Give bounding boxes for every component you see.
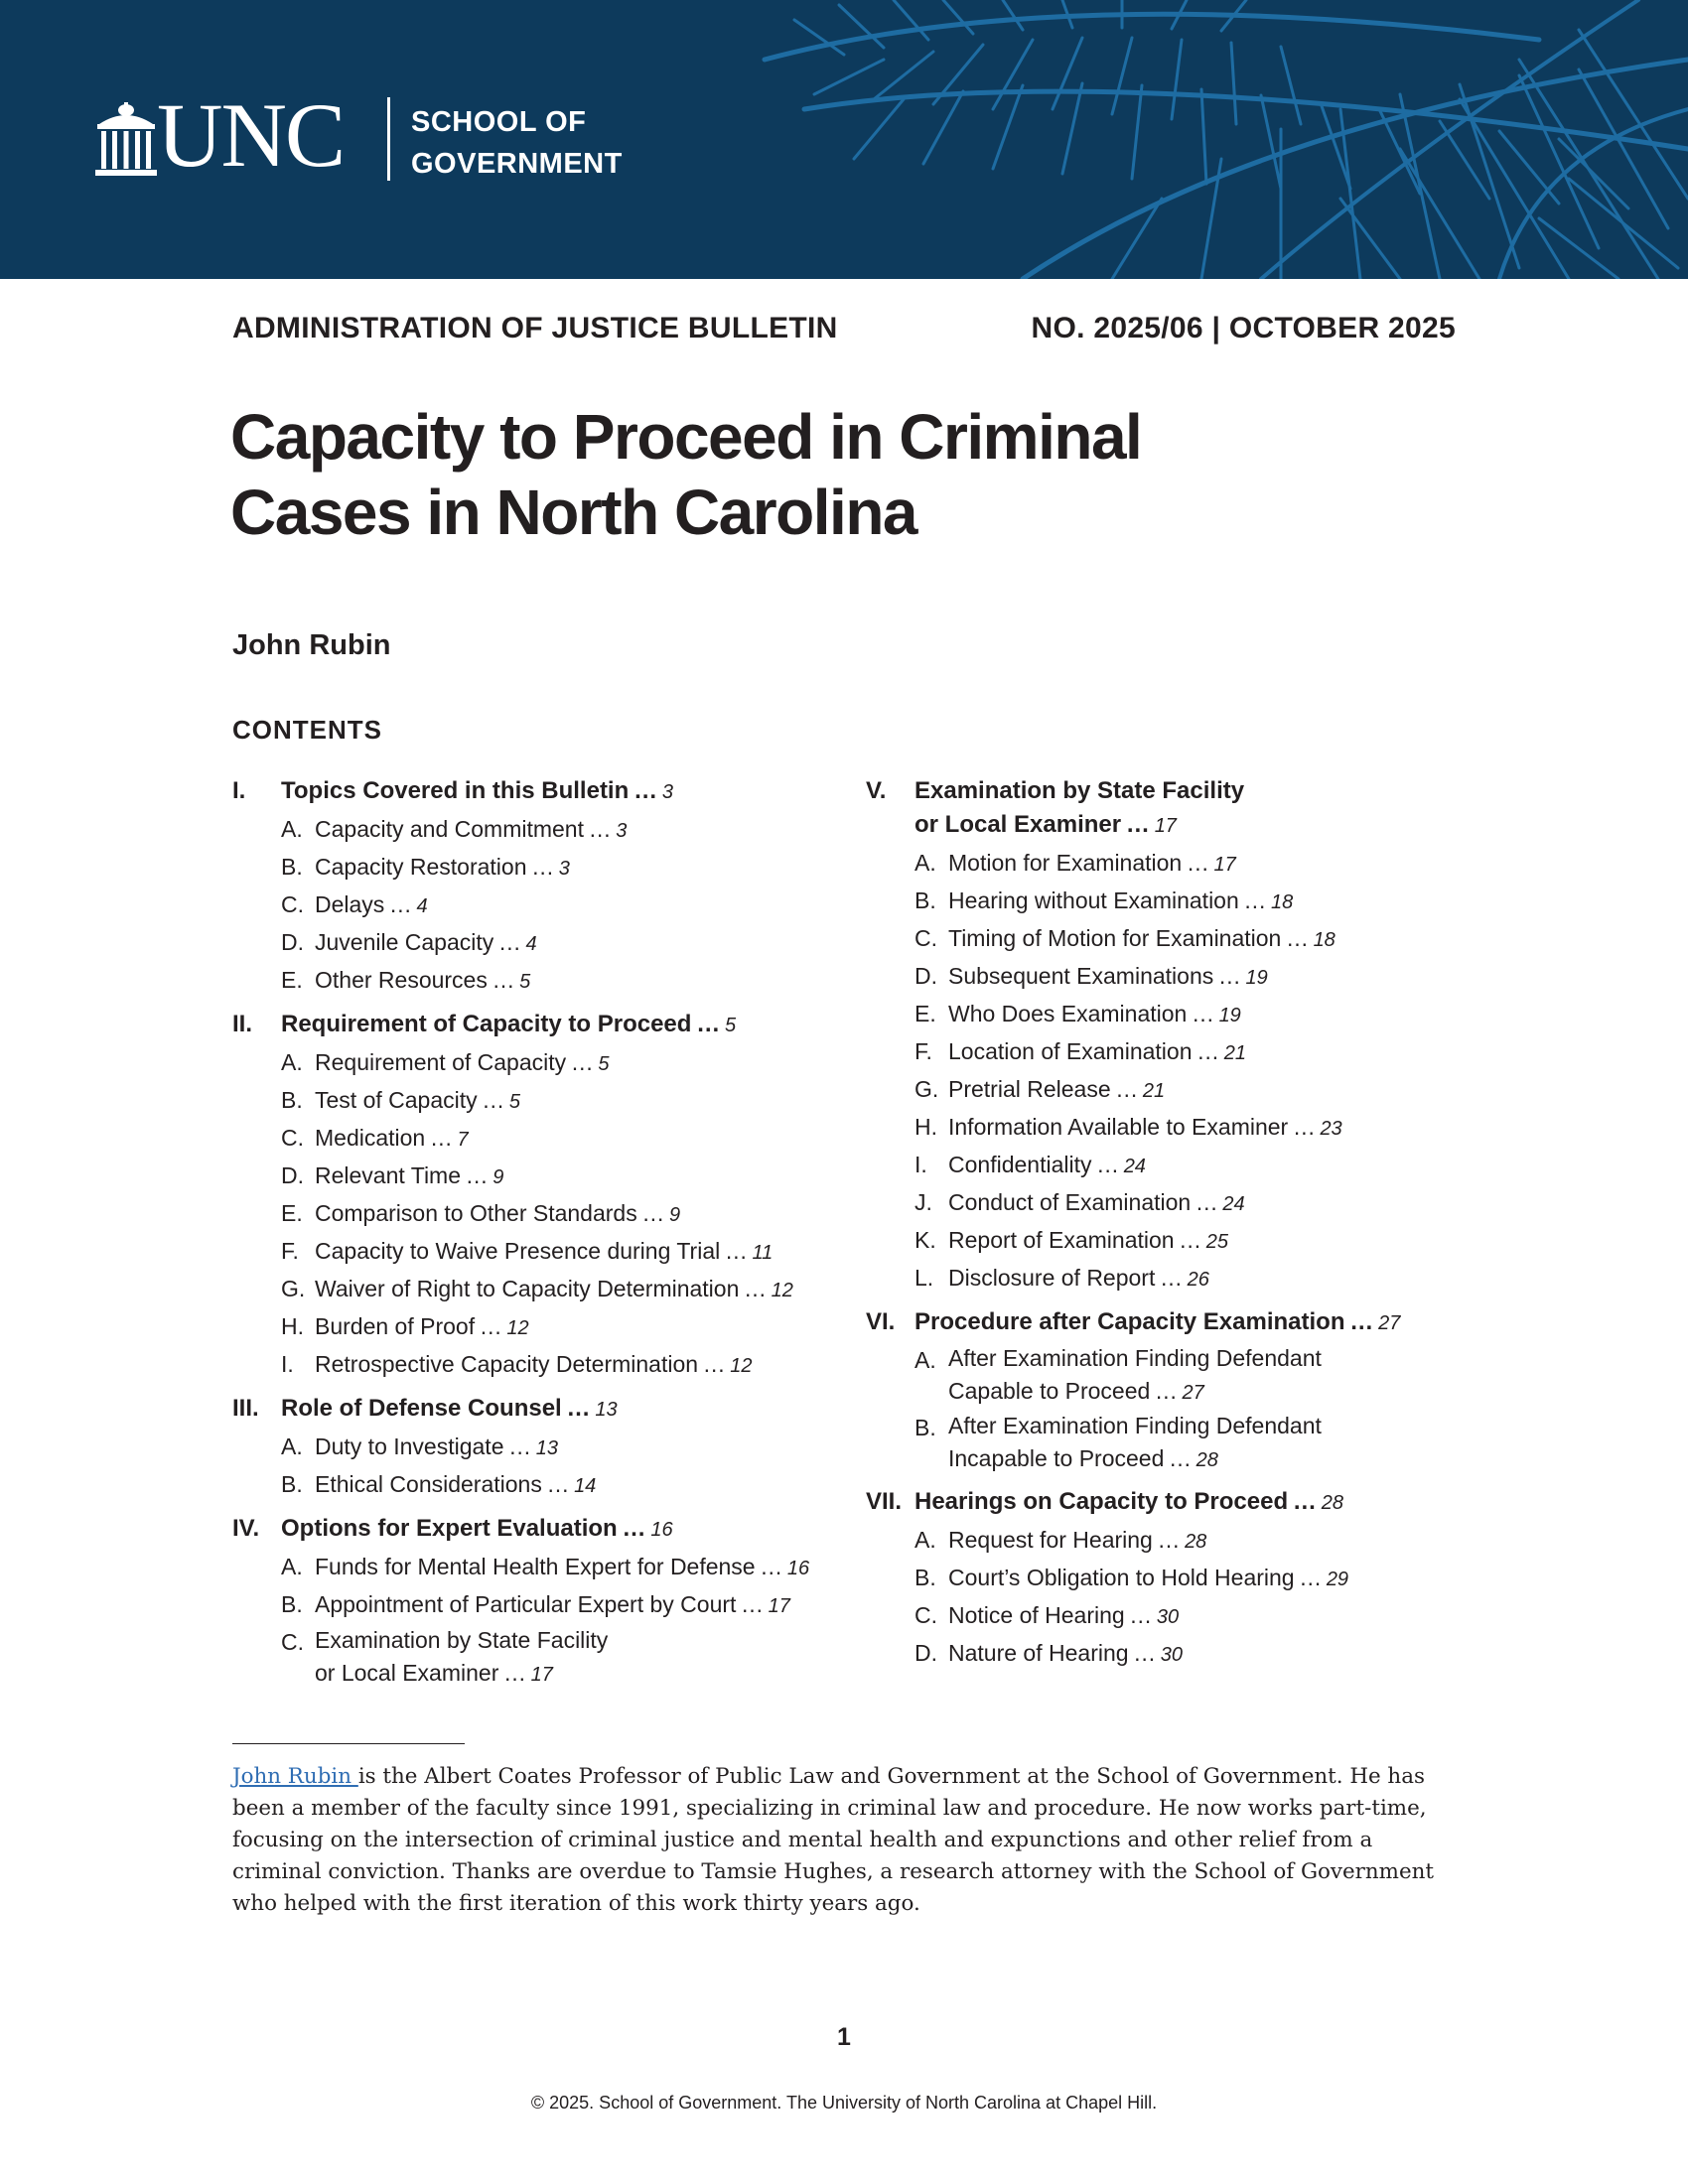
toc-subsection-title: Examination by State Facility or Local Examiner … 17: [315, 1627, 609, 1686]
logo-wordmark: UNC: [157, 84, 345, 186]
toc-subsection-title: After Examination Finding Defendant Incapable to Proceed … 28: [948, 1413, 1322, 1471]
toc-section-title-text: Requirement of Capacity to Proceed: [281, 1011, 692, 1037]
toc-page-number: 3: [616, 820, 628, 842]
author-name: John Rubin: [232, 629, 391, 661]
toc-subsection-title: Pretrial Release … 21: [948, 1076, 1166, 1102]
toc-subsection-letter: K.: [914, 1227, 936, 1253]
toc-subsection-title-text: Subsequent Examinations: [948, 963, 1214, 989]
toc-subsection-title-text: Report of Examination: [948, 1227, 1175, 1253]
toc-section-entry[interactable]: [866, 1485, 1462, 1520]
toc-subsection-letter: A.: [914, 1347, 936, 1373]
toc-subsection-letter: D.: [914, 963, 937, 989]
toc-subsection-entry[interactable]: [914, 845, 1462, 883]
toc-subsection-title: Medication … 7: [315, 1125, 469, 1151]
toc-subsection-title: Relevant Time … 9: [315, 1162, 504, 1188]
old-well-icon: [95, 100, 157, 178]
copyright-notice: © 2025. School of Government. The University of North Carolina at Chapel Hill.: [530, 2093, 1158, 2113]
toc-subsection-title-text: Who Does Examination: [948, 1001, 1188, 1026]
toc-subsection-title-text: Ethical Considerations: [315, 1471, 542, 1497]
toc-section-numeral: VII.: [866, 1488, 903, 1515]
toc-subsection-letter: B.: [914, 887, 936, 913]
toc-subsection-entry[interactable]: [914, 1109, 1462, 1147]
toc-subsection-letter: I.: [281, 1351, 294, 1377]
logo-unit-line1: SCHOOL OF: [411, 106, 587, 138]
toc-subsection-title-text: Hearing without Examination: [948, 887, 1239, 913]
toc-subsection-title: Hearing without Examination … 18: [948, 887, 1294, 913]
toc-section-title: Examination by State Facility or Local Examiner … 17: [914, 777, 1245, 838]
toc-subsection-letter: B.: [281, 854, 303, 880]
toc-subsection-entry[interactable]: [914, 1260, 1462, 1297]
toc-subsection-title-text: Capacity Restoration: [315, 854, 527, 880]
toc-section-numeral: II.: [232, 1011, 253, 1037]
toc-subsection-title-text: Funds for Mental Health Expert for Defense: [315, 1554, 756, 1579]
toc-subsection-title-text: Pretrial Release: [948, 1076, 1111, 1102]
toc-subsection-title-text: After Examination Finding Defendant: [948, 1345, 1322, 1371]
toc-subsection-letter: G.: [914, 1076, 939, 1102]
toc-subsection-title-text: Disclosure of Report: [948, 1265, 1156, 1291]
toc-subsection-entry[interactable]: [281, 1586, 858, 1624]
toc-page-number: 11: [752, 1242, 774, 1264]
header-banner: [0, 0, 1688, 279]
toc-section-title-text: Examination by State Facility: [914, 777, 1245, 804]
footnote-text: is the Albert Coates Professor of Public Law and Government at the School of Government. He has been a member of the faculty since 1991, specializing in criminal law and procedure. He now works part-time, focusing on the intersection of criminal justice and mental health and expunctions and other relief from a criminal conviction. Thanks are overdue to Tamsie Hughes, a research attorney with the School of Government who helped with the first iteration of this work thirty years ago.: [232, 1764, 1434, 1916]
toc-subsection-letter: G.: [281, 1276, 306, 1301]
toc-subsection-title-text: Duty to Investigate: [315, 1433, 504, 1459]
toc-section-numeral: V.: [866, 777, 887, 804]
toc-subsection-letter: C.: [914, 925, 937, 951]
toc-subsection-title: Waiver of Right to Capacity Determination … 12: [315, 1276, 793, 1301]
toc-subsection-title-text: Appointment of Particular Expert by Court: [315, 1591, 737, 1617]
toc-section: [232, 1392, 858, 1504]
toc-page-number: 28: [1321, 1492, 1343, 1514]
toc-subsection-letter: I.: [914, 1152, 927, 1177]
toc-subsection-title-text: Retrospective Capacity Determination: [315, 1351, 699, 1377]
toc-subsection-title-text: Location of Examination: [948, 1038, 1193, 1064]
toc-section-numeral: IV.: [232, 1515, 260, 1542]
toc-subsection-letter: E.: [281, 1200, 303, 1226]
toc-subsection-title: Information Available to Examiner … 23: [948, 1114, 1342, 1140]
toc-subsection-title-text: Juvenile Capacity: [315, 929, 494, 955]
toc-subsection-letter: B.: [914, 1565, 936, 1590]
toc-subsection-title: Capacity and Commitment … 3: [315, 816, 628, 842]
toc-page-number: 12: [771, 1280, 793, 1301]
toc-subsection-title: Conduct of Examination … 24: [948, 1189, 1245, 1215]
toc-subsection-entry[interactable]: [281, 1346, 858, 1384]
toc-subsection-entry[interactable]: [281, 1233, 858, 1271]
toc-section: [866, 1485, 1462, 1673]
toc-subsection-entry[interactable]: [281, 1466, 858, 1504]
toc-page-number: 5: [725, 1015, 737, 1036]
toc-subsection-letter: C.: [281, 1629, 304, 1655]
toc-section-title: Topics Covered in this Bulletin … 3: [281, 777, 673, 804]
toc-page-number: 27: [1378, 1312, 1401, 1334]
toc-subsection-title-text: Waiver of Right to Capacity Determination: [315, 1276, 740, 1301]
toc-subsection-entry[interactable]: [914, 1597, 1462, 1635]
toc-subsection-title-text: Capacity and Commitment: [315, 816, 584, 842]
toc-subsection-letter: A.: [281, 816, 303, 842]
page-title: [230, 399, 1223, 550]
toc-subsection-title-text-cont: or Local Examiner: [315, 1660, 499, 1686]
toc-page-number: 7: [457, 1129, 469, 1151]
toc-subsection-letter: H.: [914, 1114, 937, 1140]
toc-page-number: 17: [1213, 854, 1236, 876]
toc-subsection-entry[interactable]: [914, 1071, 1462, 1109]
toc-subsection-title: Appointment of Particular Expert by Court … 17: [315, 1591, 790, 1617]
toc-subsection-entry[interactable]: [281, 924, 858, 962]
toc-section-entry[interactable]: [866, 774, 1462, 843]
toc-subsection-letter: C.: [281, 1125, 304, 1151]
toc-subsection-entry[interactable]: [914, 1522, 1462, 1560]
toc-section: [232, 1008, 858, 1384]
toc-subsection-letter: H.: [281, 1313, 304, 1339]
toc-page-number: 30: [1156, 1606, 1180, 1628]
toc-page-number: 21: [1223, 1042, 1246, 1064]
toc-subsection-letter: B.: [281, 1471, 303, 1497]
toc-subsection-letter: B.: [914, 1415, 936, 1440]
toc-page-number: 17: [530, 1664, 553, 1686]
toc-subsection-entry[interactable]: [281, 1158, 858, 1195]
toc-subsection-letter: B.: [281, 1087, 303, 1113]
toc-subsection-entry[interactable]: [281, 811, 858, 849]
toc-page-number: 13: [595, 1399, 618, 1421]
toc-subsection-title: Test of Capacity … 5: [315, 1087, 520, 1113]
toc-subsection-title-text: Test of Capacity: [315, 1087, 478, 1113]
toc-subsection-list: [281, 1044, 858, 1384]
toc-page-number: 3: [558, 858, 570, 880]
toc-page-number: 24: [1222, 1193, 1245, 1215]
toc-section-entry[interactable]: [232, 1392, 858, 1427]
toc-subsection-title: Retrospective Capacity Determination … 12: [315, 1351, 753, 1377]
toc-section-title-text: Role of Defense Counsel: [281, 1395, 562, 1422]
toc-subsection-title-text: Request for Hearing: [948, 1527, 1153, 1553]
toc-subsection-title: Who Does Examination … 19: [948, 1001, 1241, 1026]
toc-subsection-letter: C.: [914, 1602, 937, 1628]
toc-subsection-list: [914, 845, 1462, 1297]
author-footnote: [232, 1761, 1460, 1920]
toc-subsection-title: Timing of Motion for Examination … 18: [948, 925, 1336, 951]
toc-subsection-title-text: Comparison to Other Standards: [315, 1200, 637, 1226]
toc-page-number: 17: [1154, 815, 1177, 837]
toc-subsection-title-text: Court’s Obligation to Hold Hearing: [948, 1565, 1295, 1590]
contents-heading: CONTENTS: [232, 715, 382, 745]
toc-page-number: 24: [1123, 1156, 1146, 1177]
toc-subsection-entry[interactable]: [281, 1624, 858, 1692]
toc-subsection-entry[interactable]: [281, 1120, 858, 1158]
toc-subsection-entry[interactable]: [914, 958, 1462, 996]
toc-subsection-letter: D.: [914, 1640, 937, 1666]
toc-subsection-title-text: Requirement of Capacity: [315, 1049, 567, 1075]
toc-subsection-entry[interactable]: [281, 1195, 858, 1233]
toc-section-entry[interactable]: [866, 1305, 1462, 1340]
toc-subsection-letter: A.: [914, 850, 936, 876]
toc-subsection-letter: L.: [914, 1265, 934, 1291]
toc-subsection-entry[interactable]: [281, 962, 858, 1000]
toc-page-number: 30: [1160, 1644, 1184, 1666]
toc-section-title-text-cont: or Local Examiner: [914, 811, 1122, 838]
toc-subsection-title-text: Conduct of Examination: [948, 1189, 1192, 1215]
toc-subsection-letter: F.: [281, 1238, 299, 1264]
toc-section-title-text: Options for Expert Evaluation: [281, 1515, 618, 1542]
toc-section-title-text: Procedure after Capacity Examination: [914, 1308, 1345, 1335]
toc-section-numeral: I.: [232, 777, 246, 804]
toc-subsection-title: Funds for Mental Health Expert for Defense … 16: [315, 1554, 810, 1579]
toc-subsection-title: Report of Examination … 25: [948, 1227, 1229, 1253]
palm-frond-illustration: [645, 0, 1688, 279]
toc-section-title: Role of Defense Counsel … 13: [281, 1395, 618, 1422]
toc-subsection-entry[interactable]: [281, 849, 858, 887]
toc-subsection-letter: J.: [914, 1189, 932, 1215]
page-number: 1: [837, 2023, 851, 2051]
toc-subsection-entry[interactable]: [281, 1082, 858, 1120]
toc-subsection-title-text: Burden of Proof: [315, 1313, 476, 1339]
toc-subsection-title: After Examination Finding Defendant Capable to Proceed … 27: [948, 1345, 1322, 1404]
toc-section-entry[interactable]: [232, 774, 858, 809]
toc-subsection-title-text-cont: Incapable to Proceed: [948, 1445, 1165, 1471]
toc-page-number: 17: [768, 1595, 790, 1617]
title-line1: Capacity to Proceed in Criminal: [230, 401, 1142, 473]
toc-subsection-list: [281, 1549, 858, 1692]
toc-section: [232, 1512, 858, 1692]
toc-subsection-entry[interactable]: [281, 1044, 858, 1082]
toc-subsection-title: Location of Examination … 21: [948, 1038, 1246, 1064]
toc-section-numeral: III.: [232, 1395, 259, 1422]
toc-page-number: 12: [506, 1317, 529, 1339]
toc-subsection-entry[interactable]: [914, 996, 1462, 1033]
toc-subsection-title-text: Other Resources: [315, 967, 488, 993]
toc-subsection-letter: E.: [281, 967, 303, 993]
footnote-rule: [232, 1743, 465, 1744]
toc-subsection-title: Subsequent Examinations … 19: [948, 963, 1268, 989]
toc-subsection-entry[interactable]: [914, 1033, 1462, 1071]
toc-subsection-title-text: Medication: [315, 1125, 426, 1151]
toc-subsection-entry[interactable]: [281, 887, 858, 924]
toc-subsection-letter: C.: [281, 891, 304, 917]
toc-subsection-title: Other Resources … 5: [315, 967, 531, 993]
toc-subsection-title: Disclosure of Report … 26: [948, 1265, 1209, 1291]
title-line2: Cases in North Carolina: [230, 477, 916, 548]
toc-section-title: Requirement of Capacity to Proceed … 5: [281, 1011, 737, 1037]
toc-page-number: 19: [1245, 967, 1268, 989]
toc-page-number: 29: [1326, 1569, 1349, 1590]
toc-page-number: 16: [786, 1558, 810, 1579]
toc-subsection-title-text-cont: Capable to Proceed: [948, 1378, 1151, 1404]
toc-page-number: 5: [508, 1091, 520, 1113]
toc-subsection-entry[interactable]: [281, 1271, 858, 1308]
toc-subsection-title-text: Motion for Examination: [948, 850, 1183, 876]
toc-subsection-title-text: Confidentiality: [948, 1152, 1092, 1177]
toc-subsection-list: [281, 811, 858, 1000]
logo-unit-name: [411, 101, 623, 185]
toc-page-number: 21: [1142, 1080, 1166, 1102]
toc-subsection-title: Juvenile Capacity … 4: [315, 929, 537, 955]
toc-subsection-title: Comparison to Other Standards … 9: [315, 1200, 681, 1226]
toc-subsection-title-text: Information Available to Examiner: [948, 1114, 1289, 1140]
toc-section-title-text: Topics Covered in this Bulletin: [281, 777, 630, 804]
toc-right-column: [866, 774, 1462, 1681]
author-link[interactable]: John Rubin: [232, 1764, 358, 1789]
toc-subsection-list: [914, 1342, 1462, 1477]
toc-page-number: 18: [1313, 929, 1336, 951]
toc-subsection-title: Notice of Hearing … 30: [948, 1602, 1180, 1628]
toc-subsection-entry[interactable]: [914, 1342, 1462, 1410]
toc-page-number: 25: [1205, 1231, 1229, 1253]
bulletin-line: [232, 312, 1456, 351]
bulletin-series: ADMINISTRATION OF JUSTICE BULLETIN: [232, 312, 838, 344]
toc-section-title: Hearings on Capacity to Proceed … 28: [914, 1488, 1343, 1515]
toc-subsection-title: Duty to Investigate … 13: [315, 1433, 558, 1459]
toc-subsection-title: Burden of Proof … 12: [315, 1313, 529, 1339]
toc-page-number: 28: [1196, 1449, 1218, 1471]
toc-page-number: 16: [650, 1519, 673, 1541]
toc-subsection-title-text: Relevant Time: [315, 1162, 462, 1188]
toc-subsection-letter: A.: [914, 1527, 936, 1553]
toc-subsection-list: [914, 1522, 1462, 1673]
toc-subsection-title-text: Timing of Motion for Examination: [948, 925, 1282, 951]
toc-section-title: Options for Expert Evaluation … 16: [281, 1515, 673, 1542]
toc-subsection-entry[interactable]: [914, 1560, 1462, 1597]
toc-page-number: 5: [519, 971, 531, 993]
toc-subsection-letter: A.: [281, 1049, 303, 1075]
toc-subsection-entry[interactable]: [914, 920, 1462, 958]
toc-page-number: 9: [668, 1204, 681, 1226]
toc-subsection-title-text: Notice of Hearing: [948, 1602, 1125, 1628]
toc-subsection-entry[interactable]: [914, 1222, 1462, 1260]
toc-subsection-letter: A.: [281, 1433, 303, 1459]
toc-subsection-entry[interactable]: [914, 1184, 1462, 1222]
toc-section-title: Procedure after Capacity Examination … 27: [914, 1308, 1401, 1335]
toc-page-number: 12: [730, 1355, 753, 1377]
toc-page-number: 3: [661, 781, 673, 803]
toc-subsection-title: Request for Hearing … 28: [948, 1527, 1207, 1553]
toc-page-number: 4: [525, 933, 537, 955]
toc-subsection-entry[interactable]: [914, 1410, 1462, 1477]
toc-section: [866, 1305, 1462, 1477]
toc-page-number: 27: [1182, 1382, 1204, 1404]
toc-subsection-title-text: Capacity to Waive Presence during Trial: [315, 1238, 721, 1264]
toc-subsection-title-text: Nature of Hearing: [948, 1640, 1129, 1666]
bulletin-number: NO. 2025/06 | OCTOBER 2025: [1031, 312, 1456, 344]
toc-subsection-title: Confidentiality … 24: [948, 1152, 1146, 1177]
toc-subsection-title-text: Delays: [315, 891, 385, 917]
toc-subsection-title: Ethical Considerations … 14: [315, 1471, 597, 1497]
toc-page-number: 5: [598, 1053, 610, 1075]
toc-page-number: 18: [1271, 891, 1294, 913]
toc-page-number: 13: [535, 1437, 558, 1459]
toc-left-column: [232, 774, 858, 1700]
toc-subsection-entry[interactable]: [914, 1147, 1462, 1184]
toc-subsection-entry[interactable]: [914, 883, 1462, 920]
toc-page-number: 28: [1185, 1531, 1207, 1553]
toc-section-numeral: VI.: [866, 1308, 896, 1335]
toc-section: [232, 774, 858, 1000]
logo-divider: [387, 97, 390, 181]
toc-section-entry[interactable]: [232, 1008, 858, 1042]
toc-subsection-title: Court’s Obligation to Hold Hearing … 29: [948, 1565, 1349, 1590]
toc-subsection-letter: F.: [914, 1038, 932, 1064]
toc-page-number: 14: [574, 1475, 597, 1497]
toc-subsection-entry[interactable]: [914, 1635, 1462, 1673]
toc-subsection-entry[interactable]: [281, 1308, 858, 1346]
toc-subsection-title-text: Examination by State Facility: [315, 1627, 609, 1653]
toc-page-number: 26: [1187, 1269, 1209, 1291]
toc-subsection-letter: D.: [281, 929, 304, 955]
toc-subsection-title: Delays … 4: [315, 891, 428, 917]
toc-subsection-title: Requirement of Capacity … 5: [315, 1049, 610, 1075]
toc-subsection-entry[interactable]: [281, 1429, 858, 1466]
toc-subsection-title: Motion for Examination … 17: [948, 850, 1236, 876]
toc-subsection-letter: B.: [281, 1591, 303, 1617]
logo-unit-line2: GOVERNMENT: [411, 148, 623, 180]
toc-subsection-letter: A.: [281, 1554, 303, 1579]
toc-section-title-text: Hearings on Capacity to Proceed: [914, 1488, 1289, 1515]
toc-section: [866, 774, 1462, 1297]
toc-page-number: 19: [1218, 1005, 1241, 1026]
toc-page-number: 23: [1320, 1118, 1342, 1140]
toc-subsection-letter: E.: [914, 1001, 936, 1026]
toc-section-entry[interactable]: [232, 1512, 858, 1547]
toc-subsection-letter: D.: [281, 1162, 304, 1188]
toc-subsection-title-text: After Examination Finding Defendant: [948, 1413, 1322, 1438]
toc-page-number: 4: [416, 895, 428, 917]
toc-subsection-title: Capacity Restoration … 3: [315, 854, 570, 880]
toc-subsection-title: Capacity to Waive Presence during Trial … 11: [315, 1238, 774, 1264]
toc-subsection-entry[interactable]: [281, 1549, 858, 1586]
toc-subsection-list: [281, 1429, 858, 1504]
toc-page-number: 9: [492, 1166, 504, 1188]
toc-subsection-title: Nature of Hearing … 30: [948, 1640, 1184, 1666]
